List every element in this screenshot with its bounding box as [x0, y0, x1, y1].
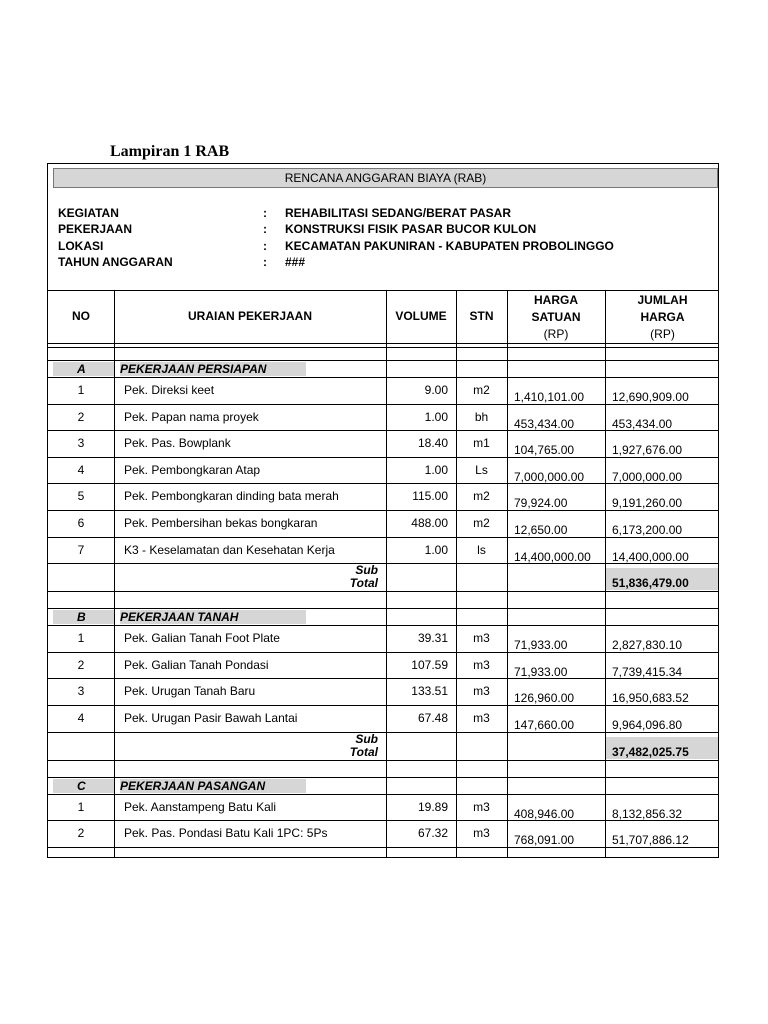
subtotal-label-line2: Total — [349, 576, 378, 591]
header-no: NO — [72, 309, 90, 323]
row-no: 2 — [77, 826, 85, 841]
row-desc: Pek. Pembersihan bekas bongkaran — [124, 516, 318, 530]
row-desc: Pek. Galian Tanah Pondasi — [124, 657, 269, 672]
row-price: 71,933.00 — [514, 664, 568, 679]
row-total: 8,132,856.32 — [612, 806, 683, 821]
section-title: PEKERJAAN PASANGAN — [120, 779, 306, 793]
header-harga-line3: (RP) — [543, 327, 569, 341]
row-no: 3 — [77, 436, 85, 451]
header-jumlah-harga — [605, 292, 719, 343]
row-desc: Pek. Aanstampeng Batu Kali — [124, 799, 277, 814]
row-price: 14,400,000.00 — [514, 549, 591, 564]
row-total: 16,950,683.52 — [612, 691, 689, 706]
row-desc: Pek. Pembongkaran dinding bata merah — [124, 489, 339, 504]
row-desc: Pek. Pembongkaran Atap — [124, 462, 261, 477]
row-price: 12,650.00 — [514, 523, 568, 537]
row-total: 51,707,886.12 — [612, 833, 689, 848]
row-volume: 67.48 — [417, 711, 448, 725]
row-total: 12,690,909.00 — [612, 390, 689, 404]
row-total: 1,927,676.00 — [612, 443, 683, 458]
row-price: 147,660.00 — [514, 718, 575, 732]
row-unit: m3 — [473, 826, 490, 841]
header-harga-line1: HARGA — [534, 293, 578, 307]
row-price: 768,091.00 — [514, 833, 575, 848]
info-value: KECAMATAN PAKUNIRAN - KABUPATEN PROBOLINGGO — [285, 239, 614, 253]
row-unit: m3 — [473, 684, 490, 699]
row-total: 7,739,415.34 — [612, 664, 683, 679]
subtotal-value: 51,836,479.00 — [606, 568, 719, 590]
row-unit: m2 — [473, 383, 490, 397]
row-volume: 1.00 — [424, 542, 448, 557]
header-jumlah-line1: JUMLAH — [637, 293, 688, 307]
row-unit: Ls — [475, 462, 488, 477]
row-no: 1 — [77, 383, 85, 397]
row-volume: 133.51 — [411, 684, 448, 699]
row-volume: 9.00 — [424, 383, 448, 397]
row-total: 2,827,830.10 — [612, 638, 683, 653]
header-jumlah-line2: HARGA — [640, 310, 685, 324]
row-desc: K3 - Keselamatan dan Kesehatan Kerja — [124, 542, 335, 557]
info-label: KEGIATAN — [58, 206, 119, 220]
row-desc: Pek. Direksi keet — [124, 383, 215, 397]
header-volume: VOLUME — [395, 309, 447, 323]
row-total: 453,434.00 — [612, 416, 673, 431]
row-unit: m2 — [473, 516, 490, 530]
info-colon: : — [263, 222, 267, 236]
row-volume: 1.00 — [424, 409, 448, 424]
info-label: LOKASI — [58, 239, 104, 253]
row-total: 9,191,260.00 — [612, 496, 683, 511]
row-price: 7,000,000.00 — [514, 469, 585, 484]
info-colon: : — [263, 255, 267, 269]
row-no: 1 — [77, 631, 85, 646]
row-no: 7 — [77, 542, 85, 557]
info-colon: : — [263, 239, 267, 253]
info-value: KONSTRUKSI FISIK PASAR BUCOR KULON — [285, 222, 537, 236]
subtotal-label — [288, 733, 378, 759]
header-harga-line2: SATUAN — [531, 310, 581, 324]
row-volume: 115.00 — [412, 489, 448, 504]
row-price: 71,933.00 — [514, 638, 568, 653]
header-jumlah-line3: (RP) — [650, 327, 675, 341]
row-unit: ls — [477, 542, 486, 557]
row-total: 14,400,000.00 — [612, 549, 689, 564]
row-total: 6,173,200.00 — [612, 523, 683, 537]
info-colon: : — [263, 206, 267, 220]
row-volume: 488.00 — [411, 516, 448, 530]
table-title: RENCANA ANGGARAN BIAYA (RAB) — [53, 168, 718, 188]
row-no: 2 — [77, 409, 85, 424]
row-unit: m1 — [473, 436, 490, 451]
row-desc: Pek. Papan nama proyek — [124, 409, 259, 424]
attachment-title: Lampiran 1 RAB — [110, 143, 230, 160]
row-no: 1 — [77, 799, 85, 814]
info-value: REHABILITASI SEDANG/BERAT PASAR — [285, 206, 512, 220]
section-code: B — [53, 610, 114, 624]
row-volume: 107.59 — [411, 657, 448, 672]
section-title: PEKERJAAN TANAH — [120, 610, 306, 624]
header-uraian: URAIAN PEKERJAAN — [187, 309, 312, 323]
section-title: PEKERJAAN PERSIAPAN — [120, 362, 306, 376]
info-label: TAHUN ANGGARAN — [58, 255, 173, 269]
subtotal-label-line1: Sub — [355, 563, 378, 578]
row-desc: Pek. Pas. Bowplank — [124, 436, 231, 451]
row-total: 9,964,096.80 — [612, 718, 683, 732]
row-volume: 67.32 — [417, 826, 448, 841]
row-unit: m2 — [473, 489, 490, 504]
subtotal-value: 37,482,025.75 — [606, 737, 719, 759]
subtotal-label — [288, 564, 378, 590]
rab-table — [47, 163, 719, 858]
row-unit: bh — [474, 409, 489, 424]
section-code: A — [53, 362, 114, 376]
info-value: ### — [285, 255, 306, 269]
row-total: 7,000,000.00 — [612, 469, 683, 484]
row-no: 4 — [77, 462, 85, 477]
row-price: 453,434.00 — [514, 416, 575, 431]
row-desc: Pek. Urugan Tanah Baru — [124, 684, 256, 699]
row-volume: 39.31 — [417, 631, 448, 646]
row-no: 6 — [77, 516, 85, 530]
section-code: C — [53, 779, 114, 793]
row-unit: m3 — [473, 799, 490, 814]
row-desc: Pek. Urugan Pasir Bawah Lantai — [124, 711, 298, 725]
row-volume: 1.00 — [424, 462, 448, 477]
row-price: 126,960.00 — [514, 691, 575, 706]
row-volume: 18.40 — [417, 436, 448, 451]
row-unit: m3 — [473, 711, 490, 725]
row-price: 79,924.00 — [514, 496, 568, 511]
row-unit: m3 — [473, 657, 490, 672]
row-price: 1,410,101.00 — [514, 390, 585, 404]
row-no: 3 — [77, 684, 85, 699]
subtotal-label-line1: Sub — [355, 731, 378, 746]
row-no: 4 — [77, 711, 85, 725]
row-desc: Pek. Pas. Pondasi Batu Kali 1PC: 5Ps — [124, 826, 328, 841]
row-price: 104,765.00 — [514, 443, 575, 458]
row-unit: m3 — [473, 631, 490, 646]
row-no: 5 — [77, 489, 85, 504]
subtotal-label-line2: Total — [349, 744, 378, 759]
info-label: PEKERJAAN — [58, 222, 133, 236]
header-stn: STN — [469, 309, 494, 323]
row-no: 2 — [77, 657, 85, 672]
row-desc: Pek. Galian Tanah Foot Plate — [124, 631, 280, 646]
row-price: 408,946.00 — [514, 806, 575, 821]
row-volume: 19.89 — [417, 799, 448, 814]
header-harga-satuan — [507, 292, 605, 343]
